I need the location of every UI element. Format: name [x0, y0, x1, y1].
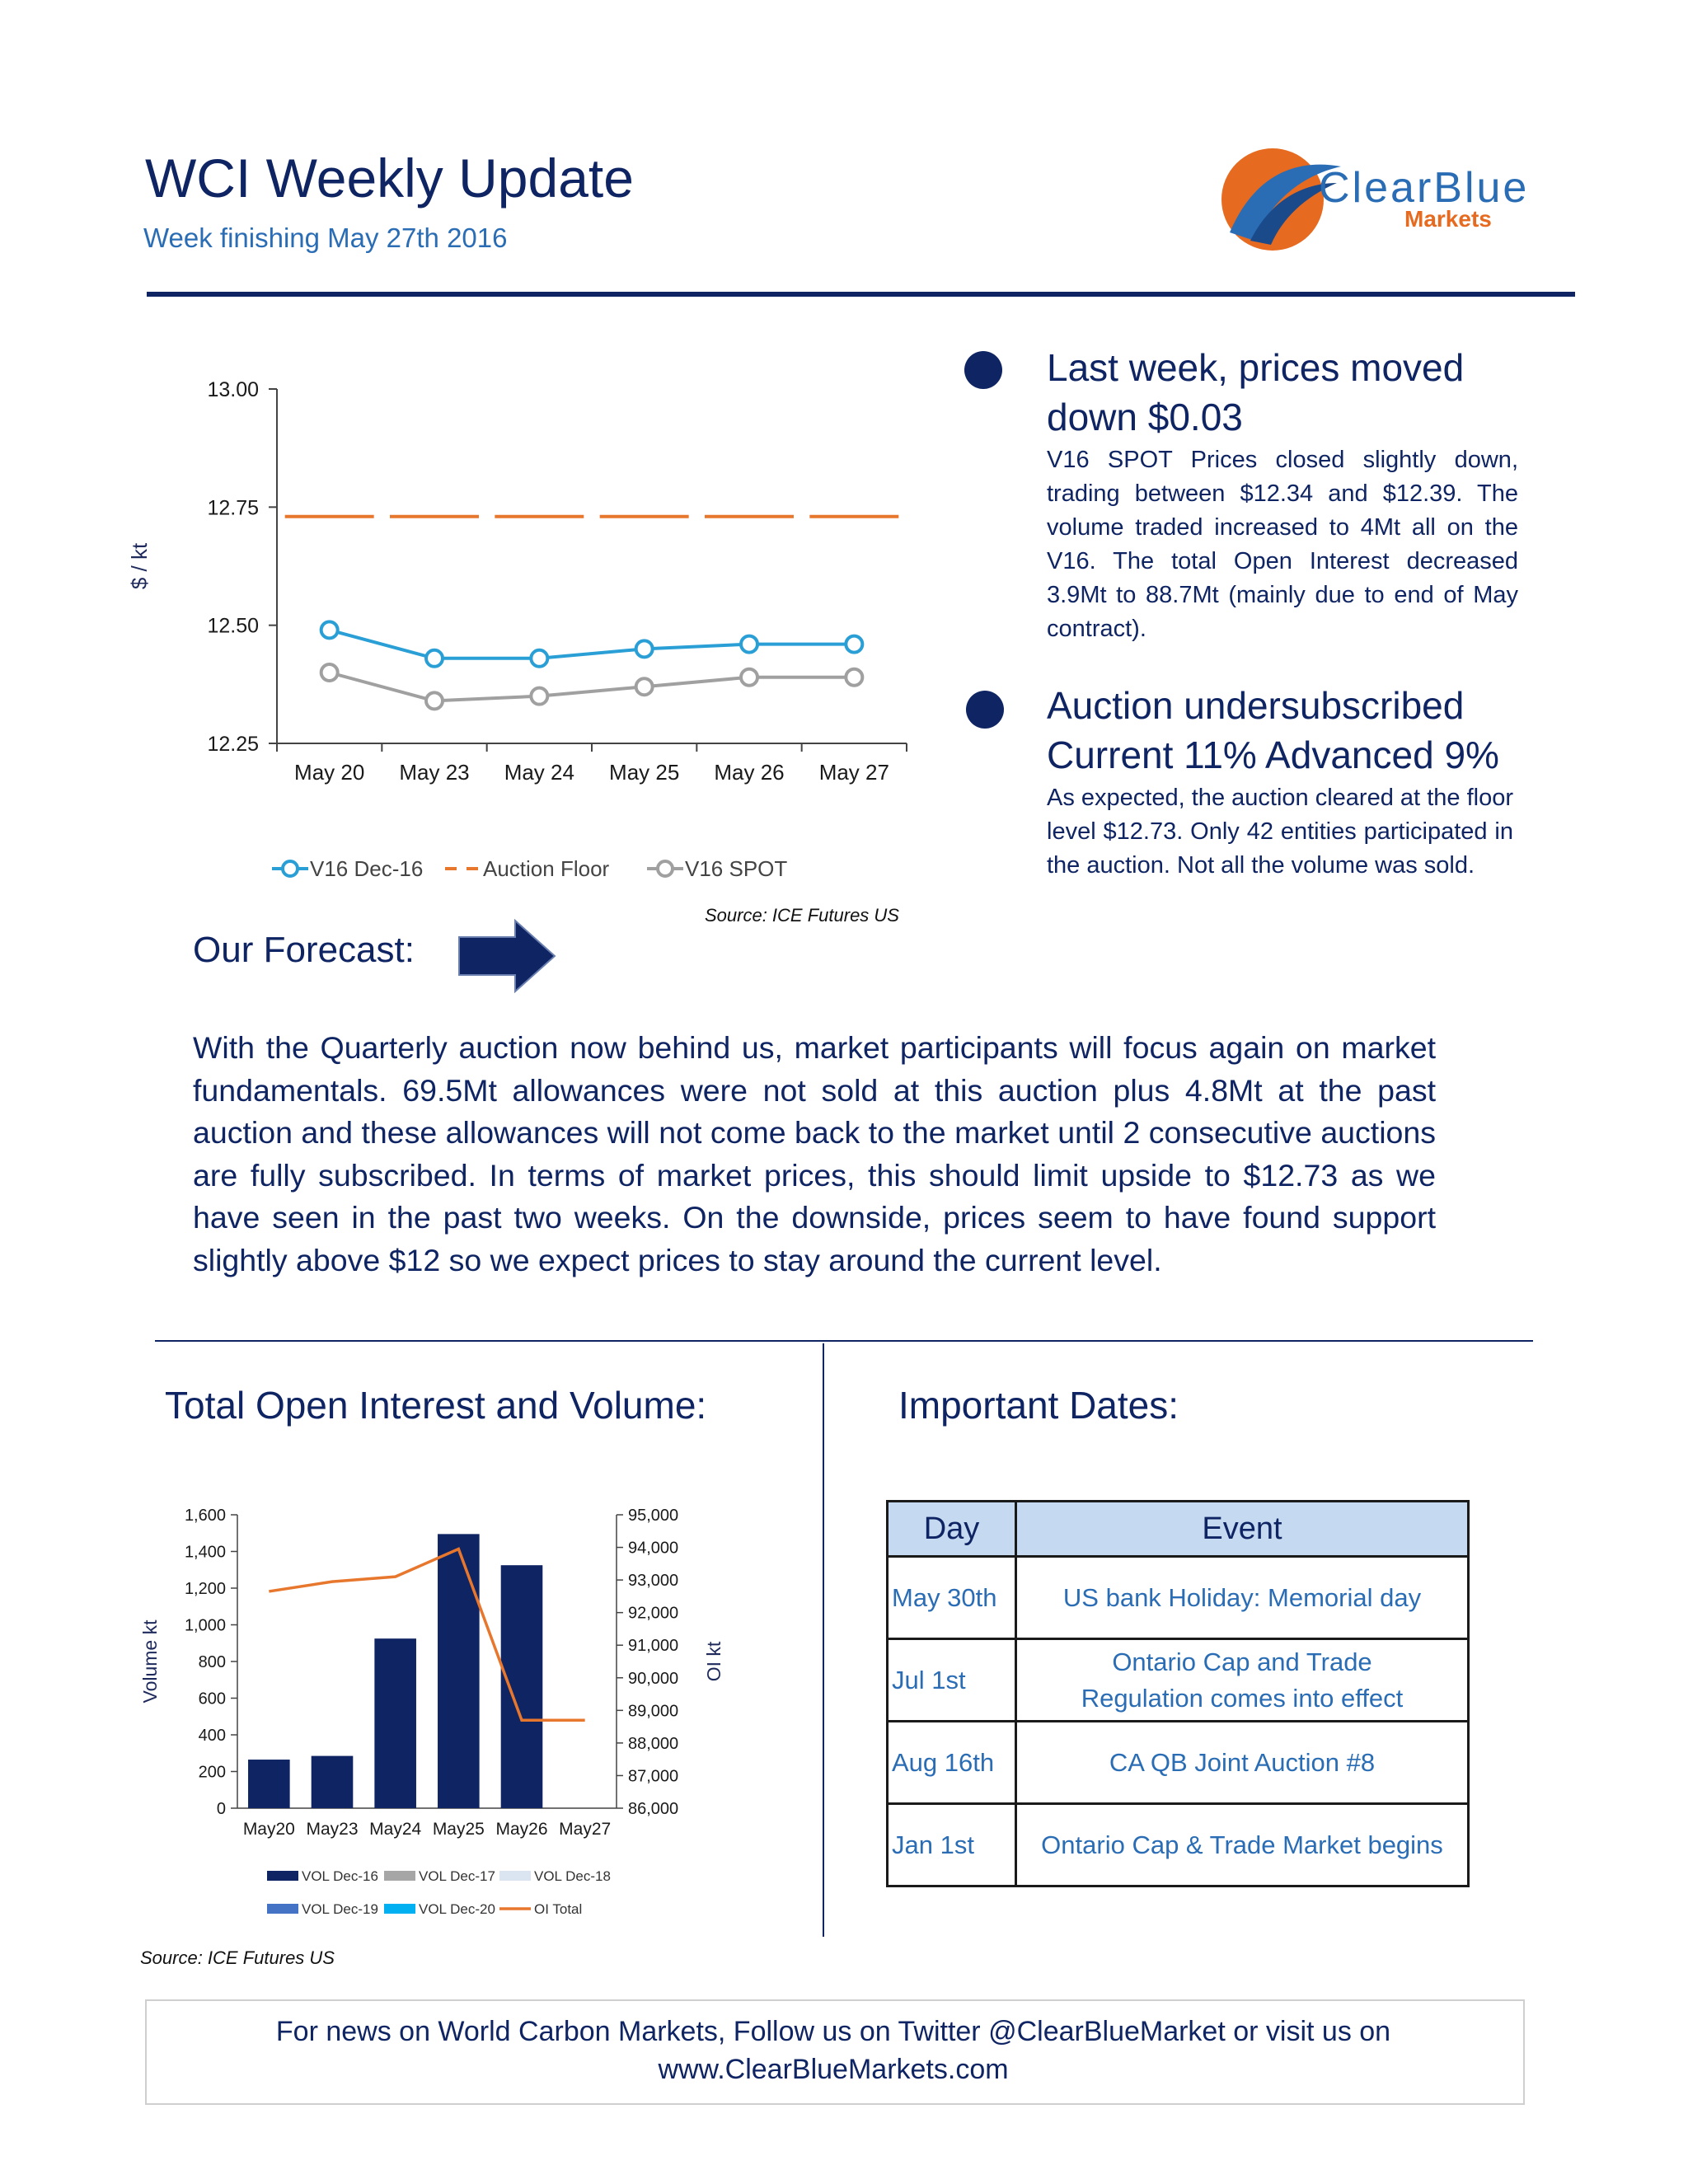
- date-event: CA QB Joint Auction #8: [1016, 1722, 1469, 1804]
- y2-tick-label: 88,000: [628, 1734, 679, 1753]
- section-body-prices: V16 SPOT Prices closed slightly down, trading between $12.34 and $12.39. The volume traded increased to 4Mt all on the V16. The total Open Interest decreased 3.9Mt to 88.7Mt (mainly due to end of May contract).: [1047, 447, 1518, 642]
- volume-bar: [248, 1760, 290, 1808]
- data-point: [321, 664, 338, 681]
- bullet-dot: [964, 351, 1002, 389]
- x-tick-label: May20: [242, 1820, 295, 1839]
- x-tick-label: May26: [495, 1820, 548, 1839]
- important-dates-heading: Important Dates:: [898, 1384, 1179, 1427]
- y-axis-label: Volume kt: [139, 1619, 161, 1704]
- x-tick-label: May 25: [609, 760, 680, 785]
- y2-tick-label: 93,000: [628, 1572, 679, 1591]
- y-tick-label: 12.50: [207, 614, 259, 638]
- date-day: Jan 1st: [888, 1804, 1016, 1886]
- data-point: [426, 650, 443, 667]
- x-tick-label: May 24: [504, 760, 574, 785]
- legend-swatch: [384, 1904, 415, 1914]
- legend-label: V16 SPOT: [685, 856, 788, 881]
- table-row: [888, 1722, 1469, 1804]
- y-tick-label: 1,400: [184, 1543, 226, 1562]
- volume-bar: [374, 1638, 416, 1808]
- date-event: US bank Holiday: Memorial day: [1016, 1557, 1469, 1639]
- volume-bar: [312, 1756, 354, 1808]
- y-tick-label: 0: [216, 1800, 226, 1818]
- column-divider: [823, 1343, 824, 1937]
- logo-text: ClearBlue: [1319, 164, 1530, 212]
- x-tick-label: May 20: [294, 760, 365, 785]
- legend-label: Auction Floor: [483, 856, 610, 881]
- series-line: [330, 630, 855, 658]
- heading-line: Current 11% Advanced 9%: [1047, 733, 1499, 776]
- legend-swatch: [384, 1871, 415, 1881]
- column-header-day: Day: [888, 1502, 1016, 1557]
- heading-line: Auction undersubscribed: [1047, 684, 1465, 727]
- x-tick-label: May27: [559, 1820, 612, 1839]
- legend-swatch: [267, 1871, 298, 1881]
- legend-swatch: [267, 1904, 298, 1914]
- y-tick-label: 200: [198, 1763, 226, 1782]
- footer-line: For news on World Carbon Markets, Follow us on Twitter @ClearBlueMarket or visit us on: [275, 2016, 1391, 2047]
- legend-label: VOL Dec-19: [302, 1901, 378, 1917]
- data-point: [846, 669, 862, 686]
- y-tick-label: 600: [198, 1690, 226, 1708]
- date-day: May 30th: [888, 1557, 1016, 1639]
- data-point: [741, 669, 757, 686]
- date-event: Ontario Cap and Trade Regulation comes into effect: [1016, 1639, 1469, 1722]
- table-header-row: [888, 1502, 1469, 1557]
- y-tick-label: 13.00: [207, 378, 259, 401]
- right-arrow-icon: [457, 919, 556, 993]
- y-tick-label: 1,000: [184, 1616, 226, 1635]
- x-tick-label: May25: [432, 1820, 485, 1839]
- volume-bar: [501, 1565, 543, 1808]
- section-heading-prices: [1047, 343, 1508, 442]
- series-line: [330, 673, 855, 701]
- header-divider: [147, 292, 1575, 297]
- legend-label: VOL Dec-17: [419, 1868, 495, 1884]
- y-tick-label: 800: [198, 1653, 226, 1671]
- column-header-event: Event: [1016, 1502, 1469, 1557]
- legend-swatch: [658, 861, 673, 876]
- legend-swatch: [283, 861, 298, 876]
- heading-line: down $0.03: [1047, 396, 1243, 438]
- data-point: [741, 636, 757, 653]
- data-point: [321, 621, 338, 638]
- section-divider: [155, 1340, 1533, 1342]
- x-tick-label: May 23: [399, 760, 470, 785]
- legend-label: V16 Dec-16: [310, 856, 424, 881]
- oi-volume-heading: Total Open Interest and Volume:: [165, 1384, 707, 1427]
- important-dates-table: [886, 1500, 1470, 1887]
- y-tick-label: 1,600: [184, 1507, 226, 1525]
- date-day: Aug 16th: [888, 1722, 1016, 1804]
- y2-tick-label: 94,000: [628, 1539, 679, 1558]
- legend-swatch: [499, 1871, 531, 1881]
- table-row: [888, 1804, 1469, 1886]
- data-point: [636, 678, 653, 695]
- data-point: [531, 650, 547, 667]
- y-tick-label: 12.75: [207, 496, 259, 520]
- y-tick-label: 400: [198, 1727, 226, 1745]
- legend-label: VOL Dec-18: [534, 1868, 611, 1884]
- x-tick-label: May 27: [818, 760, 889, 785]
- forecast-heading: Our Forecast:: [193, 930, 415, 970]
- footer-link[interactable]: www.ClearBlueMarkets.com: [658, 2054, 1009, 2085]
- heading-line: Last week, prices moved: [1047, 346, 1465, 389]
- section-body-auction: As expected, the auction cleared at the floor level $12.73. Only 42 entities participated in the auction. Not all the volume was sold.: [1047, 785, 1513, 879]
- date-event: Ontario Cap & Trade Market begins: [1016, 1804, 1469, 1886]
- y2-tick-label: 92,000: [628, 1604, 679, 1623]
- y2-axis-label: OI kt: [703, 1641, 724, 1682]
- x-tick-label: May23: [306, 1820, 359, 1839]
- forecast-body: With the Quarterly auction now behind us, market participants will focus again on market fundamentals. 69.5Mt allowances were not sold at this auction plus 4.8Mt at the past auction and these allowances will not come back to the market until 2 consecutive auctions are fully subscribed. In terms of market prices, this should limit upside to $12.73 as we have seen in the past two weeks. On the downside, prices seem to have found support slightly above $12 so we expect prices to stay around the current level.: [193, 1030, 1436, 1277]
- data-point: [636, 640, 653, 657]
- price-chart-source: Source: ICE Futures US: [705, 905, 899, 926]
- section-heading-auction: [1047, 681, 1541, 780]
- legend-label: OI Total: [534, 1901, 583, 1917]
- y2-tick-label: 86,000: [628, 1800, 679, 1818]
- x-tick-label: May24: [369, 1820, 422, 1839]
- volume-bar: [438, 1534, 480, 1808]
- y2-tick-label: 90,000: [628, 1669, 679, 1688]
- logo-subtext: Markets: [1404, 206, 1492, 232]
- y-axis-label: $ / kt: [127, 542, 152, 590]
- legend-label: VOL Dec-20: [419, 1901, 495, 1917]
- y-tick-label: 1,200: [184, 1580, 226, 1598]
- table-row: [888, 1557, 1469, 1639]
- date-day: Jul 1st: [888, 1639, 1016, 1722]
- data-point: [846, 636, 862, 653]
- price-line-chart: [107, 354, 923, 948]
- oi-chart-source: Source: ICE Futures US: [140, 1947, 335, 1968]
- y2-tick-label: 87,000: [628, 1767, 679, 1786]
- y2-tick-label: 95,000: [628, 1507, 679, 1525]
- data-point: [426, 692, 443, 709]
- page-subtitle: Week finishing May 27th 2016: [143, 223, 508, 253]
- bullet-dot: [966, 691, 1004, 729]
- y2-tick-label: 89,000: [628, 1702, 679, 1721]
- oi-volume-chart: [124, 1492, 750, 1929]
- data-point: [531, 688, 547, 705]
- footer-text: [145, 2013, 1522, 2088]
- x-tick-label: May 26: [714, 760, 785, 785]
- y2-tick-label: 91,000: [628, 1637, 679, 1656]
- table-row: [888, 1639, 1469, 1722]
- legend-label: VOL Dec-16: [302, 1868, 378, 1884]
- y-tick-label: 12.25: [207, 733, 259, 756]
- page-title: WCI Weekly Update: [145, 148, 634, 209]
